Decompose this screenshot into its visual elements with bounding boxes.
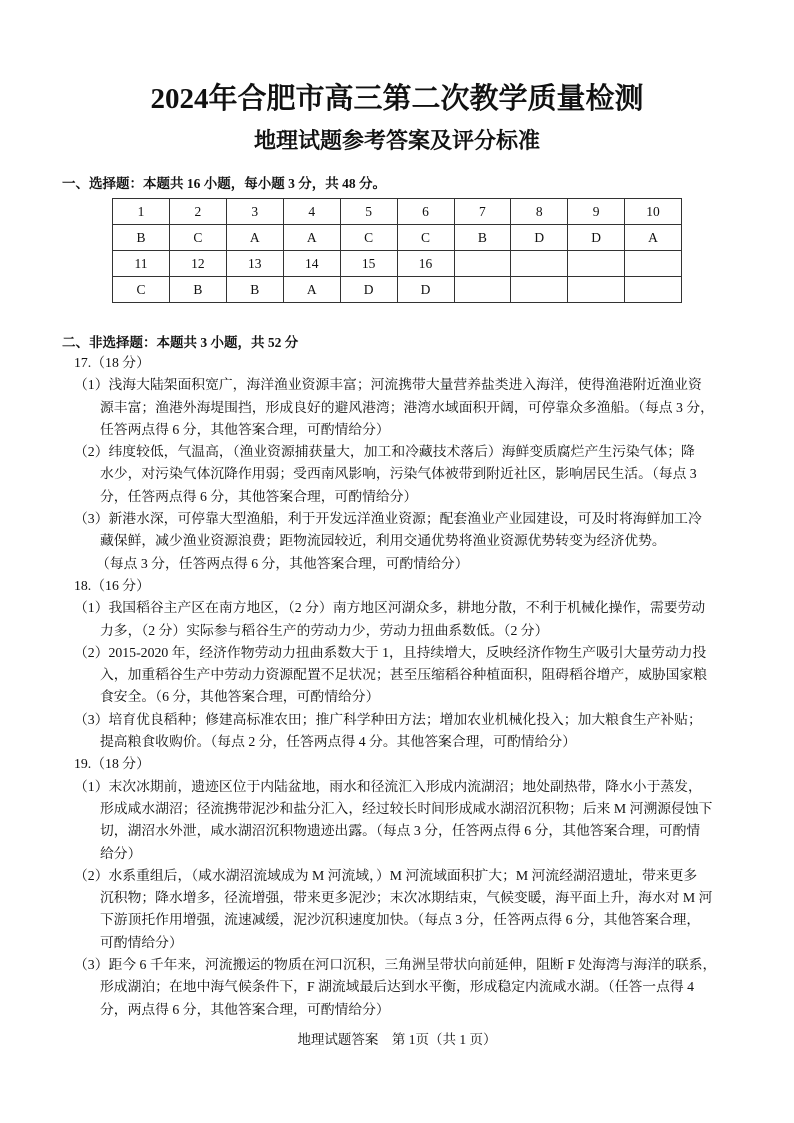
answer-cell: A [283,225,340,251]
table-row [113,277,682,303]
answer-line: 分，任答两点得 6 分，其他答案合理，可酌情给分） [100,488,418,504]
table-row [113,225,682,251]
page-footer: 地理试题答案 第 1页（共 1 页） [297,1032,497,1047]
question-number-cell: 12 [169,251,226,277]
answer-line: 水少，对污染气体沉降作用弱；受西南风影响，污染气体被带到附近社区，影响居民生活。（每点 3 [100,466,697,482]
answers-body [62,352,742,1021]
question-number-cell: 6 [397,199,454,225]
answer-table [112,198,682,303]
question-number-cell [568,251,625,277]
answer-line: 给分） [100,845,142,861]
answer-cell [454,277,511,303]
question-number-cell [454,251,511,277]
answer-line: （2）2015-2020 年，经济作物劳动力扭曲系数大于 1，且持续增大，反映经济作物生产吸引大量劳动力投 [74,644,707,660]
answer-cell: C [169,225,226,251]
answer-cell: D [511,225,568,251]
answer-part [62,776,742,865]
answer-line: （1）末次冰期前，遗迹区位于内陆盆地，雨水和径流汇入形成内流湖沼；地处副热带，降水小于蒸发， [74,778,702,794]
answer-line: 藏保鲜，减少渔业资源浪费；距物流园较近，利用交通优势将渔业资源优势转变为经济优势。 [100,533,666,549]
document-title: 2024年合肥市高三第二次教学质量检测 [150,83,644,115]
answer-line: 力多，（2 分）实际参与稻谷生产的劳动力少，劳动力扭曲系数低。（2 分） [100,622,549,638]
answer-line: （3）培育优良稻种；修建高标准农田；推广科学种田方法；增加农业机械化投入；加大粮食生产补贴； [74,711,702,727]
answer-line: （1）浅海大陆架面积宽广，海洋渔业资源丰富；河流携带大量营养盐类进入海洋，使得渔港附近渔业资 [74,377,702,393]
question-number-cell [624,251,681,277]
answer-cell: B [169,277,226,303]
question-label: 18.（16 分） [74,577,150,593]
answer-cell: D [568,225,625,251]
answer-cell: A [283,277,340,303]
answer-cell: B [454,225,511,251]
question-number-cell: 3 [226,199,283,225]
answer-part [62,597,742,642]
question-number-cell: 1 [113,199,170,225]
answer-line: 入，加重稻谷生产中劳动力资源配置不足状况；甚至压缩稻谷种植面积，阻碍稻谷增产，威胁国家粮 [100,667,708,683]
answer-cell [568,277,625,303]
question-number-cell: 2 [169,199,226,225]
answer-line: （3）距今 6 千年来，河流搬运的物质在河口沉积，三角洲呈带状向前延伸，阻断 F 处海湾与海洋的联系， [74,957,717,973]
answer-line: 任答两点得 6 分，其他答案合理，可酌情给分） [100,421,390,437]
answer-line: （2）水系重组后，（咸水湖沼流域成为 M 河流域，）M 河流域面积扩大；M 河流经湖沼遗址，带来更多 [74,867,698,883]
question-label: 19.（18 分） [74,756,150,772]
section2-heading: 二、非选择题：本题共 3 小题，共 52 分 [62,335,299,350]
question-number-cell: 9 [568,199,625,225]
question-number-cell: 14 [283,251,340,277]
question-number-cell: 10 [624,199,681,225]
answer-line: 形成咸水湖沼；径流携带泥沙和盐分汇入，经过较长时间形成咸水湖沼沉积物；后来 M 河溯源侵蚀下 [100,800,713,816]
answer-part [62,865,742,954]
answer-cell: D [397,277,454,303]
answer-line: （2）纬度较低，气温高，（渔业资源捕获量大，加工和冷藏技术落后）海鲜变质腐烂产生污染气体；降 [74,444,695,460]
answer-line: 提高粮食收购价。（每点 2 分，任答两点得 4 分。其他答案合理，可酌情给分） [100,734,576,750]
answer-part [62,642,742,709]
answer-line: 分，两点得 6 分，其他答案合理，可酌情给分） [100,1001,390,1017]
answer-cell: C [340,225,397,251]
answer-cell [624,277,681,303]
question-number-cell: 15 [340,251,397,277]
question-number-cell: 8 [511,199,568,225]
answer-cell [511,277,568,303]
question-label: 17.（18 分） [74,355,150,370]
answer-part [62,709,742,754]
question-number-cell: 4 [283,199,340,225]
question-number-cell: 13 [226,251,283,277]
question-number-cell: 7 [454,199,511,225]
answer-part [62,954,742,1021]
answer-line: 可酌情给分） [100,934,183,950]
question-number-cell: 16 [397,251,454,277]
table-row [113,251,682,277]
answer-line: （3）新港水深，可停靠大型渔船，利于开发远洋渔业资源；配套渔业产业园建设，可及时将海鲜加工冷 [74,511,702,527]
answer-cell: C [397,225,454,251]
answer-part [62,508,742,575]
answer-part [62,441,742,508]
answer-cell: A [624,225,681,251]
answer-line: 形成湖泊；在地中海气候条件下，F 湖流域最后达到水平衡，形成稳定内流咸水湖。（任答一点得 4 [100,979,695,995]
answer-line: 下游顶托作用增强，流速减缓，泥沙沉积速度加快。（每点 3 分，任答两点得 6 分，其他答案合理， [100,912,701,928]
answer-line: 源丰富；渔港外海堤围挡，形成良好的避风港湾；港湾水域面积开阔，可停靠众多渔船。（每点 3 分， [100,399,714,415]
answer-line: （每点 3 分，任答两点得 6 分，其他答案合理，可酌情给分） [96,555,469,571]
section1-heading: 一、选择题：本题共 16 小题，每小题 3 分，共 48 分。 [62,176,386,191]
answer-line: 沉积物；降水增多，径流增强，带来更多泥沙；末次冰期结束，气候变暖，海平面上升，海水对 M 河 [100,890,713,906]
question-number-cell: 5 [340,199,397,225]
table-row [113,199,682,225]
answer-cell: B [113,225,170,251]
answer-line: 食安全。（6 分，其他答案合理，可酌情给分） [100,689,380,705]
document-subtitle: 地理试题参考答案及评分标准 [253,128,540,153]
answer-cell: C [113,277,170,303]
answer-part [62,374,742,441]
answer-cell: D [340,277,397,303]
answer-line: （1）我国稻谷主产区在南方地区，（2 分）南方地区河湖众多，耕地分散，不利于机械化操作，需要劳动 [74,600,706,616]
question-number-cell: 11 [113,251,170,277]
question-number-cell [511,251,568,277]
answer-cell: A [226,225,283,251]
answer-line: 切，湖沼水外泄，咸水湖沼沉积物遗迹出露。（每点 3 分，任答两点得 6 分，其他答案合理，可酌情 [100,823,701,839]
answer-cell: B [226,277,283,303]
